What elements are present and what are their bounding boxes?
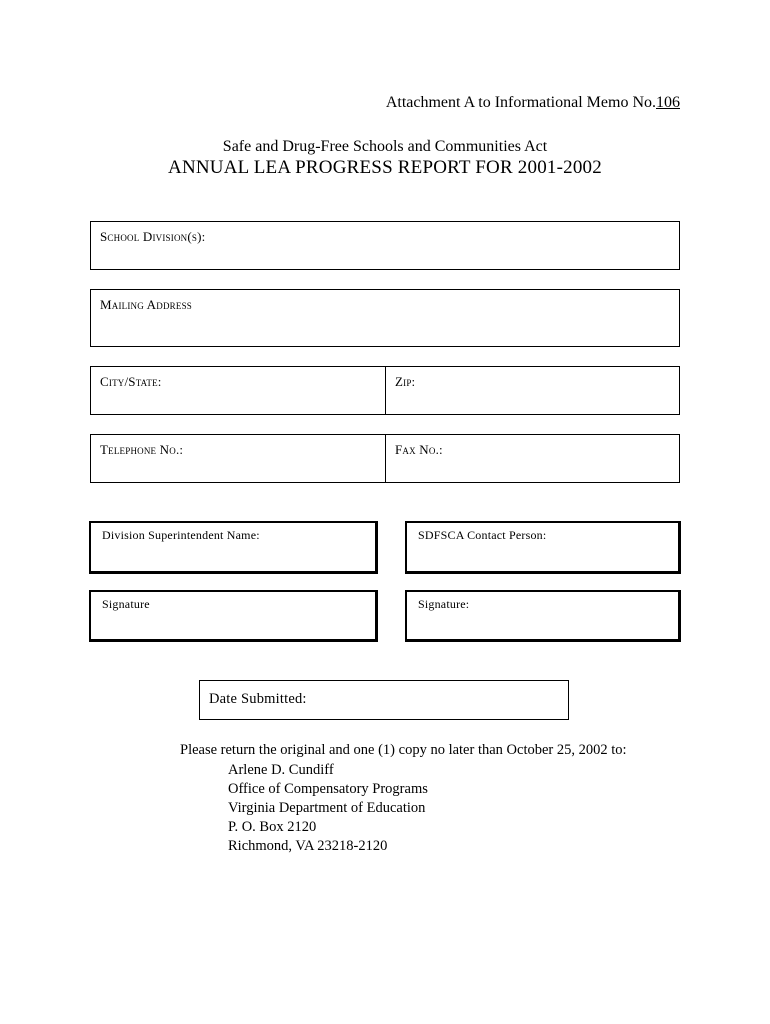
address-line: Office of Compensatory Programs <box>228 781 428 797</box>
sdfsca-contact-label: SDFSCA Contact Person: <box>418 528 547 542</box>
report-title: ANNUAL LEA PROGRESS REPORT FOR 2001-2002 <box>168 157 602 178</box>
address-line: Richmond, VA 23218-2120 <box>228 838 388 854</box>
attachment-line <box>386 94 680 112</box>
signature-right-label: Signature: <box>418 597 470 611</box>
telephone-label: Telephone No.: <box>100 442 184 457</box>
superintendent-name-label: Division Superintendent Name: <box>102 528 260 542</box>
school-division-label: School Division(s): <box>100 229 206 244</box>
attachment-prefix: Attachment A to Informational Memo No. <box>385 94 656 111</box>
act-title: Safe and Drug-Free Schools and Communities Act <box>222 138 548 155</box>
signature-left-label: Signature <box>102 597 150 611</box>
date-submitted-field[interactable] <box>199 680 569 720</box>
address-line: Arlene D. Cundiff <box>228 762 334 778</box>
mailing-address-label: Mailing Address <box>100 297 192 312</box>
signature-left-field[interactable] <box>89 590 378 642</box>
fax-label: Fax No.: <box>395 442 443 457</box>
zip-label: Zip: <box>395 374 416 389</box>
zip-field[interactable] <box>385 367 679 414</box>
date-submitted-label: Date Submitted: <box>209 691 307 707</box>
city-state-zip-row <box>90 366 680 415</box>
address-line: P. O. Box 2120 <box>228 819 317 835</box>
city-state-field[interactable] <box>91 367 385 414</box>
fax-field[interactable] <box>385 435 679 482</box>
telephone-fax-row <box>90 434 680 483</box>
return-instruction: Please return the original and one (1) copy no later than October 25, 2002 to: <box>180 742 627 758</box>
superintendent-name-field[interactable] <box>89 521 378 574</box>
city-state-label: City/State: <box>100 374 162 389</box>
address-line: Virginia Department of Education <box>228 800 426 816</box>
school-division-field[interactable] <box>90 221 680 270</box>
sdfsca-contact-field[interactable] <box>405 521 681 574</box>
memo-number: 106 <box>656 94 680 111</box>
telephone-field[interactable] <box>91 435 385 482</box>
signature-right-field[interactable] <box>405 590 681 642</box>
mailing-address-field[interactable] <box>90 289 680 347</box>
